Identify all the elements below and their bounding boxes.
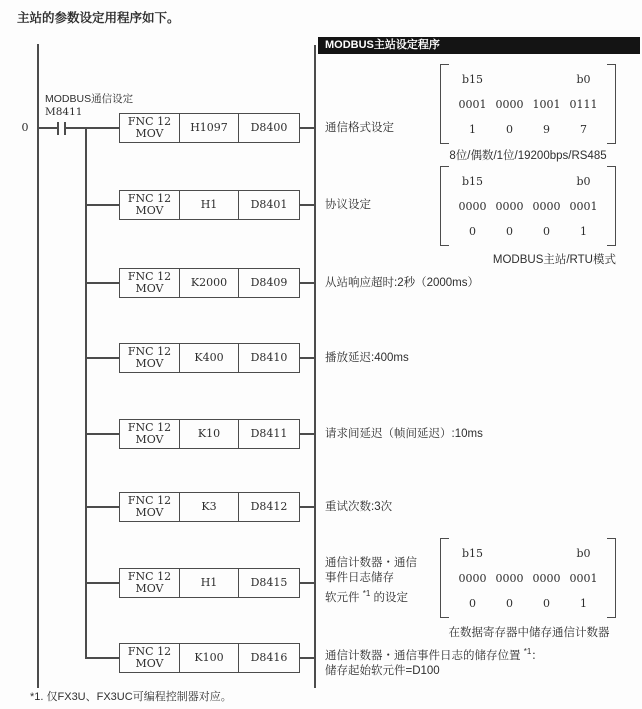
- fnc-cell: [120, 420, 180, 448]
- mnemonic-label: MOV: [135, 127, 164, 140]
- operand-cell: H1: [180, 191, 239, 219]
- operand-cell: H1097: [180, 114, 239, 142]
- rung-connector: [85, 127, 119, 129]
- rung-connector: [85, 204, 119, 206]
- hex-values-row: 0 0 0 1: [469, 597, 587, 610]
- fnc-label: FNC 12: [127, 114, 172, 128]
- fnc-label: FNC 12: [127, 269, 172, 283]
- dest-cell: D8411: [250, 426, 288, 440]
- rung-description: 从站响应超时:2秒（2000ms）: [325, 277, 480, 289]
- page-title: 主站的参数设定用程序如下。: [17, 11, 180, 25]
- rung-description-line: 储存起始软元件=D100: [325, 664, 440, 677]
- footnote: *1. 仅FX3U、FX3UC可编程控制器对应。: [30, 691, 232, 703]
- fnc-label: FNC 12: [127, 420, 172, 434]
- bracket-right-icon: [607, 538, 616, 618]
- section-header: MODBUS主站设定程序: [318, 37, 640, 54]
- no-contact-icon: [57, 122, 59, 135]
- rung-stub: [300, 506, 314, 508]
- bit-values-row: 0001 0000 1001 0111: [458, 98, 598, 111]
- mnemonic-label: MOV: [135, 657, 164, 670]
- rung-connector: [85, 282, 119, 284]
- rung-stub: [300, 357, 314, 359]
- b15-label: b15: [461, 73, 484, 86]
- operand-cell: K2000: [180, 269, 239, 297]
- mov-instruction-box: [119, 343, 300, 373]
- bit-table-d8400: [440, 64, 616, 144]
- rung-description-line: 通信计数器・通信事件日志的储存位置 $^{*1}$：: [325, 647, 543, 662]
- mov-instruction-box: [119, 643, 300, 673]
- b15-label: b15: [461, 547, 484, 560]
- rung-connector: [85, 433, 119, 435]
- fnc-cell: [120, 114, 180, 142]
- mnemonic-label: MOV: [135, 282, 164, 295]
- dest-cell: D8410: [250, 350, 288, 364]
- operand-cell: K400: [180, 344, 239, 372]
- bit-table-caption: 在数据寄存器中储存通信计数器: [448, 627, 610, 639]
- bracket-left-icon: [440, 64, 449, 144]
- b0-label: b0: [576, 175, 591, 188]
- rung-description-line: 软元件 $^{*1}$ 的设定: [325, 589, 408, 604]
- bracket-right-icon: [607, 166, 616, 246]
- operand-cell: K100: [180, 644, 239, 672]
- rung-step-number: 0: [21, 121, 29, 134]
- bracket-left-icon: [440, 538, 449, 618]
- hex-values-row: 0 0 0 1: [469, 225, 587, 238]
- rung-description-line: 通信计数器・通信: [325, 557, 417, 569]
- footnote-marker: *1: [362, 589, 371, 598]
- rung-description: 播放延迟:400ms: [325, 352, 409, 364]
- rung-description: 通信格式设定: [325, 122, 394, 134]
- bit-table-caption: 8位/偶数/1位/19200bps/RS485: [449, 150, 607, 162]
- dest-cell: D8409: [250, 275, 288, 289]
- footnote-marker: *1: [523, 647, 532, 656]
- rung-description: [325, 556, 417, 606]
- dest-cell: D8415: [250, 575, 288, 589]
- mnemonic-label: MOV: [135, 204, 164, 217]
- rung-description: 协议设定: [325, 199, 371, 211]
- bit-table-caption: MODBUS主站/RTU模式: [492, 254, 616, 266]
- hex-values-row: 1 0 9 7: [469, 123, 587, 136]
- b0-label: b0: [576, 73, 591, 86]
- fnc-cell: [120, 493, 180, 521]
- mov-instruction-box: [119, 568, 300, 598]
- fnc-label: FNC 12: [127, 344, 172, 358]
- mov-instruction-box: [119, 268, 300, 298]
- mov-instruction-box: [119, 113, 300, 143]
- bit-table-d8401: [440, 166, 616, 246]
- dest-cell: D8400: [250, 120, 288, 134]
- mnemonic-label: MOV: [135, 582, 164, 595]
- fnc-label: FNC 12: [127, 493, 172, 507]
- rung-connector: [85, 582, 119, 584]
- rung-wire: [38, 127, 57, 129]
- dest-cell: D8416: [250, 650, 288, 664]
- bit-values-row: 0000 0000 0000 0001: [458, 200, 598, 213]
- fnc-cell: [120, 344, 180, 372]
- fnc-cell: [120, 191, 180, 219]
- rung-connector: [85, 506, 119, 508]
- b15-label: b15: [461, 175, 484, 188]
- bit-header-row: [440, 541, 616, 566]
- rung-connector: [85, 357, 119, 359]
- rung-stub: [300, 433, 314, 435]
- rung-stub: [300, 127, 314, 129]
- rung-stub: [300, 204, 314, 206]
- right-bus-bar: [314, 45, 316, 688]
- operand-cell: K3: [180, 493, 239, 521]
- dest-cell: D8401: [250, 197, 288, 211]
- b0-label: b0: [576, 547, 591, 560]
- rung-description-line: 事件日志储存: [325, 572, 394, 584]
- bit-values-row: 0000 0000 0000 0001: [458, 572, 598, 585]
- operand-cell: K10: [180, 420, 239, 448]
- fnc-label: FNC 12: [127, 191, 172, 205]
- rung-stub: [300, 657, 314, 659]
- mov-instruction-box: [119, 190, 300, 220]
- bit-table-d8415: [440, 538, 616, 618]
- fnc-label: FNC 12: [127, 569, 172, 583]
- rung-stub: [300, 582, 314, 584]
- bit-header-row: [440, 67, 616, 92]
- mov-instruction-box: [119, 492, 300, 522]
- mnemonic-label: MOV: [135, 357, 164, 370]
- operand-cell: H1: [180, 569, 239, 597]
- fnc-label: FNC 12: [127, 644, 172, 658]
- rung-description: [325, 644, 543, 679]
- mnemonic-label: MOV: [135, 506, 164, 519]
- fnc-cell: [120, 644, 180, 672]
- rung-connector: [85, 657, 119, 659]
- bracket-left-icon: [440, 166, 449, 246]
- bit-header-row: [440, 169, 616, 194]
- bracket-right-icon: [607, 64, 616, 144]
- rung-description: 请求间延迟（帧间延迟）:10ms: [325, 428, 483, 440]
- mov-instruction-box: [119, 419, 300, 449]
- left-bus-bar: [37, 44, 39, 688]
- mnemonic-label: MOV: [135, 433, 164, 446]
- rung-description: 重试次数:3次: [325, 501, 393, 513]
- dest-cell: D8412: [250, 499, 288, 513]
- fnc-cell: [120, 269, 180, 297]
- contact-comment: MODBUS通信设定: [45, 93, 134, 105]
- branch-bus-line: [85, 127, 87, 659]
- rung-stub: [300, 282, 314, 284]
- fnc-cell: [120, 569, 180, 597]
- contact-device-label: M8411: [45, 106, 83, 118]
